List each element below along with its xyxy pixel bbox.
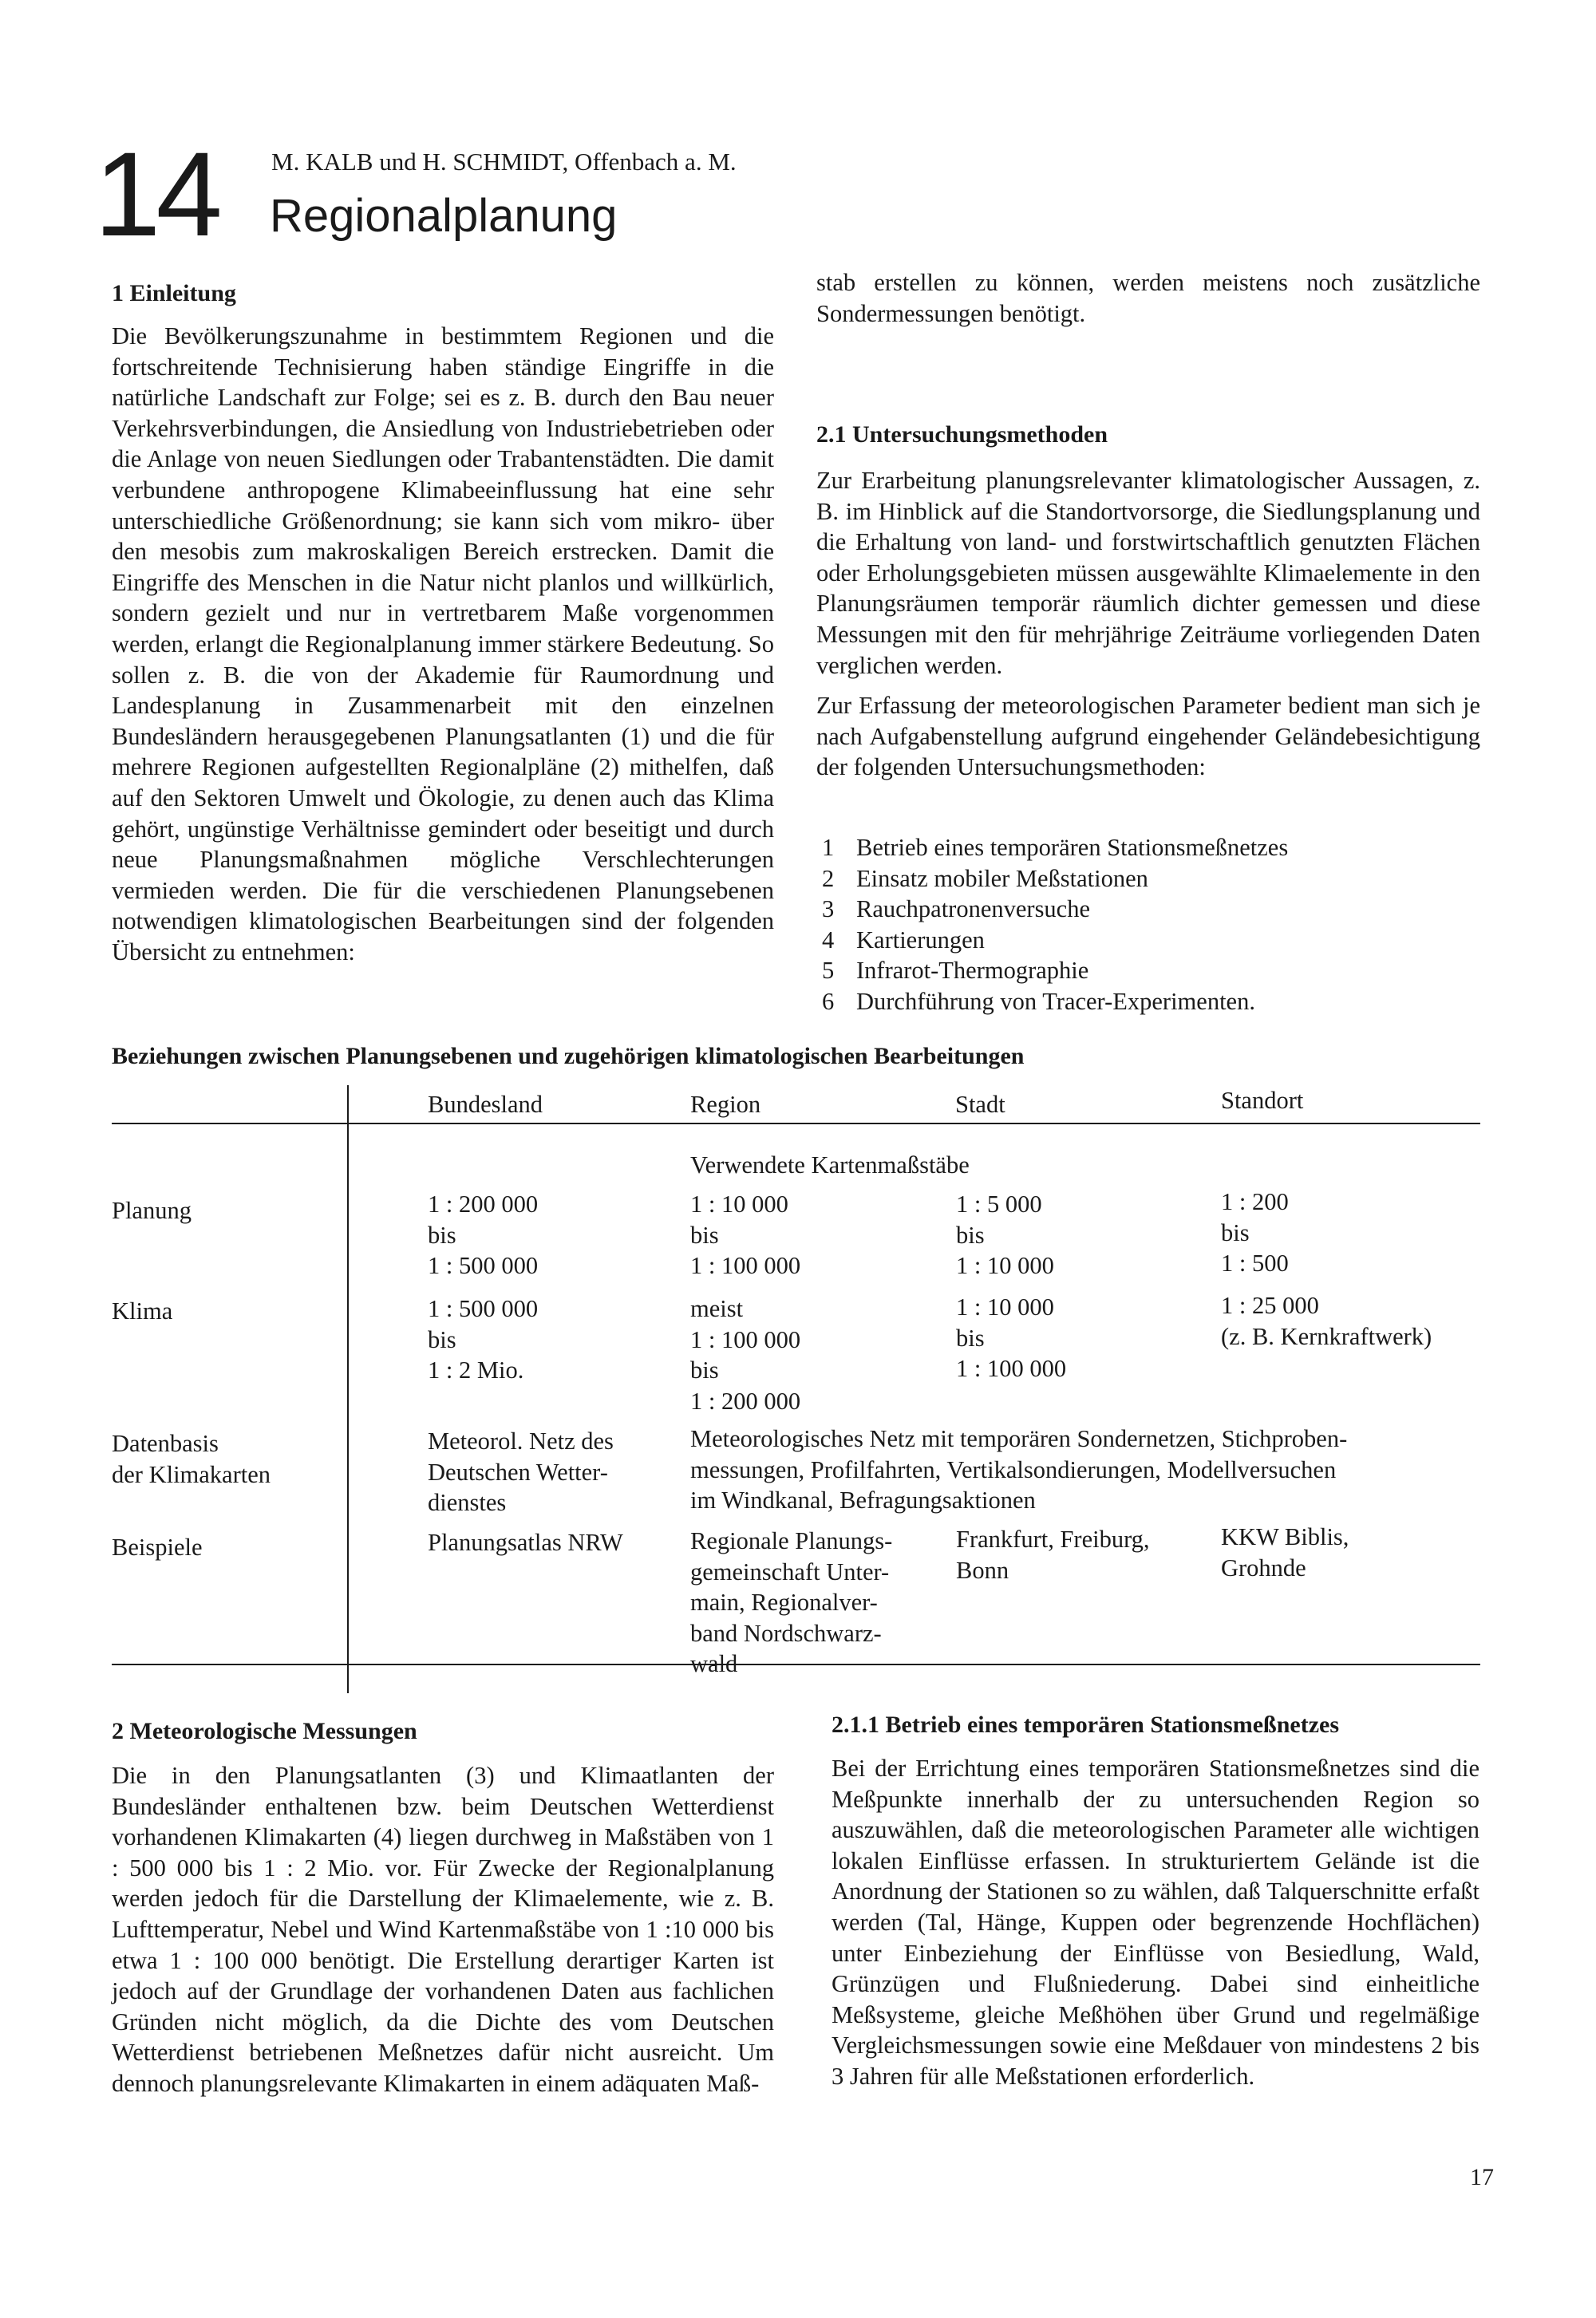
table-header-region: Region xyxy=(690,1091,761,1118)
section-2-1-paragraph-1: Zur Erarbeitung planungsrelevanter klimatologischer Aussagen, z. B. im Hinblick auf die Standortvorsorge, die Siedlungsplanung und die Erhaltung von land- und forstwirtschaftlich genutzten Flächen oder Erholungsgebieten müssen ausgewählte Klimaelemente in den Planungsräumen temporär räumlich dichter gemessen und diese Messungen mit den für mehrjährige Zeiträume vorliegenden Daten verglichen werden. xyxy=(816,467,1480,679)
table-cell-beispiele-region xyxy=(690,1526,892,1680)
list-item xyxy=(822,925,1484,956)
cell-line: 1 : 5 000 xyxy=(956,1191,1042,1218)
table-cell-klima-stadt xyxy=(956,1292,1066,1384)
section-2-paragraph: Die in den Planungsatlanten (3) und Klimaatlanten der Bundesländer enthaltenen bzw. beim Deutschen Wetterdienst vorhandenen Klimakarten (4) liegen durchweg in Maßstäben von 1 : 500 000 bis 1 : 2 Mio. vor. Für Zwecke der Regionalplanung werden jedoch für die Darstellung der Klimaelemente, wie z. B. Lufttemperatur, Nebel und Wind Kartenmaßstäbe von 1 :10 000 bis etwa 1 : 100 000 benötigt. Die Erstellung derartiger Karten ist jedoch auf der Grundlage der vorhandenen Daten aus fachlichen Gründen nicht möglich, da die Dichte des vom Deutschen Wetterdienst betriebenen Meßnetzes dafür nicht ausreicht. Um dennoch planungsrelevante Klimakarten in einem adäquaten Maß- xyxy=(112,1762,774,2097)
cell-line: meist xyxy=(690,1295,744,1322)
cell-line: band Nordschwarz- xyxy=(690,1619,882,1647)
cell-line: im Windkanal, Befragungsaktionen xyxy=(690,1487,1036,1514)
cell-line: Frankfurt, Freiburg, xyxy=(956,1526,1150,1553)
cell-line: 1 : 10 000 xyxy=(956,1252,1054,1279)
list-item-number: 2 xyxy=(822,864,835,892)
list-item-number: 5 xyxy=(822,957,835,985)
list-item-number: 1 xyxy=(822,834,835,861)
cell-line: wald xyxy=(690,1650,738,1677)
cell-line: 1 : 200 000 xyxy=(428,1191,539,1218)
table-cell-beispiele-bundesland xyxy=(428,1527,623,1558)
list-item xyxy=(822,986,1484,1017)
cell-line: Deutschen Wetter- xyxy=(428,1458,608,1486)
list-item xyxy=(822,832,1484,863)
continued-paragraph xyxy=(816,267,1480,329)
cell-line: Grohnde xyxy=(1221,1554,1306,1582)
table-caption: Beziehungen zwischen Planungsebenen und zugehörigen klimatologischen Bearbeitungen xyxy=(112,1043,1025,1069)
table-column-divider xyxy=(347,1085,349,1693)
cell-line: 1 : 100 000 xyxy=(690,1325,801,1353)
cell-line: messungen, Profilfahrten, Vertikalsondierungen, Modellversuchen xyxy=(690,1455,1337,1483)
table-header-standort: Standort xyxy=(1221,1087,1304,1114)
cell-line: bis xyxy=(1221,1218,1250,1246)
chapter-number: 14 xyxy=(94,127,218,261)
cell-line: (z. B. Kernkraftwerk) xyxy=(1221,1322,1432,1350)
cell-line: bis xyxy=(428,1221,456,1249)
table-cell-klima-region xyxy=(690,1293,800,1416)
section-1-paragraph: Die Bevölkerungszunahme in bestimmtem Regionen und die fortschreitende Technisierung haben ständige Eingriffe in die natürliche Landschaft zur Folge; sei es z. B. durch den Bau neuer Verkehrsverbindungen, die Ansiedlung von Industriebetrieben oder die Anlage von neuen Siedlungen oder Trabantenstädten. Die damit verbundene anthropogene Klimabeeinflussung hat eine sehr unterschiedliche Größenordnung; sie kann sich vom mikro- über den mesobis zum makroskaligen Bereich erstrecken. Damit die Eingriffe des Menschen in die Natur nicht planlos und willkürlich, sondern gezielt und nur in vertretbarem Maße vorgenommen werden, erlangt die Regionalplanung immer stärkere Bedeutung. So sollen z. B. die von der Akademie für Raumordnung und Landesplanung in Zusammenarbeit mit den einzelnen Bundesländern herausgegebenen Planungsatlanten (1) und die für mehrere Regionen aufgestellten Regionalpläne (2) mithelfen, daß auf den Sektoren Umwelt und Ökologie, zu denen auch das Klima gehört, ungünstige Verhältnisse gemindert oder beseitigt und durch neue Planungsmaßnahmen mögliche Verschlechterungen vermieden werden. Die für die verschiedenen Planungsebenen notwendigen klimatologischen Bearbeitungen sind der folgenden Übersicht zu entnehmen: xyxy=(112,322,774,966)
table-header-stadt: Stadt xyxy=(955,1091,1005,1118)
cell-line: Datenbasis xyxy=(112,1430,219,1457)
section-2-1-body xyxy=(816,465,1480,783)
list-item-number: 4 xyxy=(822,926,835,954)
section-2-1-1-heading: 2.1.1 Betrieb eines temporären Stationsmeßnetzes xyxy=(832,1712,1340,1738)
section-1-body xyxy=(112,321,774,967)
list-item xyxy=(822,894,1484,925)
cell-line: bis xyxy=(956,1324,985,1352)
table-subheader: Verwendete Kartenmaßstäbe xyxy=(690,1151,970,1179)
cell-line: 1 : 100 000 xyxy=(956,1355,1067,1382)
cell-line: KKW Biblis, xyxy=(1221,1523,1349,1550)
section-2-heading: 2 Meteorologische Messungen xyxy=(112,1718,417,1744)
methods-list xyxy=(822,832,1484,1017)
list-item-text: Infrarot-Thermographie xyxy=(856,957,1089,985)
continued-paragraph-text: stab erstellen zu können, werden meistens noch zusätzliche Sondermessungen benötigt. xyxy=(816,269,1480,327)
table-cell-klima-bundesland xyxy=(428,1293,538,1386)
list-item-number: 3 xyxy=(822,895,835,923)
cell-line: gemeinschaft Unter- xyxy=(690,1558,890,1585)
table-cell-datenbasis-rest xyxy=(690,1424,1347,1516)
list-item-text: Betrieb eines temporären Stationsmeßnetzes xyxy=(856,834,1289,861)
section-2-1-heading: 2.1 Untersuchungsmethoden xyxy=(816,421,1108,448)
list-item-text: Rauchpatronenversuche xyxy=(856,895,1091,923)
list-item-text: Kartierungen xyxy=(856,926,985,954)
cell-line: 1 : 10 000 xyxy=(690,1191,788,1218)
cell-line: Meteorol. Netz des xyxy=(428,1428,614,1455)
section-2-1-1-paragraph: Bei der Errichtung eines temporären Stationsmeßnetzes sind die Meßpunkte innerhalb der zu untersuchenden Region so auszuwählen, daß die meteorologischen Parameter alle wichtigen lokalen Einflüsse erfassen. In strukturiertem Gelände ist die Anordnung der Stationen so zu wählen, daß Talquerschnitte erfaßt werden (Tal, Hänge, Kuppen oder begrenzende Hochflächen) unter Einbeziehung der Einflüsse von Besiedlung, Wald, Grünzügen und Flußniederung. Dabei sind einheitliche Meßsysteme, gleiche Meßhöhen über Grund und regelmäßige Vergleichsmessungen sowie eine Meßdauer von mindestens 2 bis 3 Jahren für alle Meßstationen erforderlich. xyxy=(832,1755,1479,2090)
table-row-label-klima: Klima xyxy=(112,1297,173,1325)
table-cell-planung-region xyxy=(690,1189,800,1281)
table-row-label-planung: Planung xyxy=(112,1197,192,1224)
cell-line: bis xyxy=(690,1221,719,1249)
cell-line: 1 : 25 000 xyxy=(1221,1292,1319,1319)
chapter-title: Regionalplanung xyxy=(270,190,618,242)
list-item-number: 6 xyxy=(822,987,835,1015)
cell-line: bis xyxy=(690,1356,719,1384)
section-2-1-paragraph-2: Zur Erfassung der meteorologischen Parameter bedient man sich je nach Aufgabenstellung aufgrund eingehender Geländebesichtigung der folgenden Untersuchungsmethoden: xyxy=(816,692,1480,781)
page-number: 17 xyxy=(1470,2164,1494,2190)
table-cell-klima-standort xyxy=(1221,1290,1432,1352)
cell-line: Planungsatlas NRW xyxy=(428,1529,623,1556)
cell-line: bis xyxy=(956,1221,985,1249)
cell-line: bis xyxy=(428,1325,456,1353)
list-item xyxy=(822,863,1484,894)
table-cell-datenbasis-bundesland xyxy=(428,1426,614,1518)
table-cell-planung-standort xyxy=(1221,1187,1289,1279)
cell-line: Regionale Planungs- xyxy=(690,1527,893,1554)
cell-line: main, Regionalver- xyxy=(690,1589,878,1616)
table-cell-planung-stadt xyxy=(956,1189,1054,1281)
cell-line: Bonn xyxy=(956,1556,1009,1584)
cell-line: 1 : 200 xyxy=(1221,1188,1289,1215)
table-row-label-datenbasis xyxy=(112,1428,271,1490)
cell-line: 1 : 500 000 xyxy=(428,1295,539,1322)
cell-line: Meteorologisches Netz mit temporären Sondernetzen, Stichproben- xyxy=(690,1425,1348,1452)
section-1-heading: 1 Einleitung xyxy=(112,280,236,306)
list-item-text: Einsatz mobiler Meßstationen xyxy=(856,864,1148,892)
table-cell-beispiele-standort xyxy=(1221,1522,1349,1583)
table-header-bundesland: Bundesland xyxy=(428,1091,543,1118)
cell-line: 1 : 500 xyxy=(1221,1250,1289,1277)
cell-line: dienstes xyxy=(428,1489,507,1516)
table-cell-beispiele-stadt xyxy=(956,1524,1150,1585)
cell-line: 1 : 100 000 xyxy=(690,1252,801,1279)
cell-line: der Klimakarten xyxy=(112,1460,271,1488)
cell-line: 1 : 200 000 xyxy=(690,1387,801,1415)
cell-line: 1 : 500 000 xyxy=(428,1252,539,1279)
table-header-rule xyxy=(112,1123,1480,1124)
chapter-authors: M. KALB und H. SCHMIDT, Offenbach a. M. xyxy=(271,148,737,176)
table-cell-planung-bundesland xyxy=(428,1189,538,1281)
section-2-1-1-body xyxy=(832,1753,1479,2092)
list-item-text: Durchführung von Tracer-Experimenten. xyxy=(856,987,1255,1015)
cell-line: 1 : 10 000 xyxy=(956,1293,1054,1321)
cell-line: 1 : 2 Mio. xyxy=(428,1356,524,1384)
list-item xyxy=(822,955,1484,986)
section-2-body xyxy=(112,1760,774,2099)
table-row-label-beispiele: Beispiele xyxy=(112,1534,203,1561)
